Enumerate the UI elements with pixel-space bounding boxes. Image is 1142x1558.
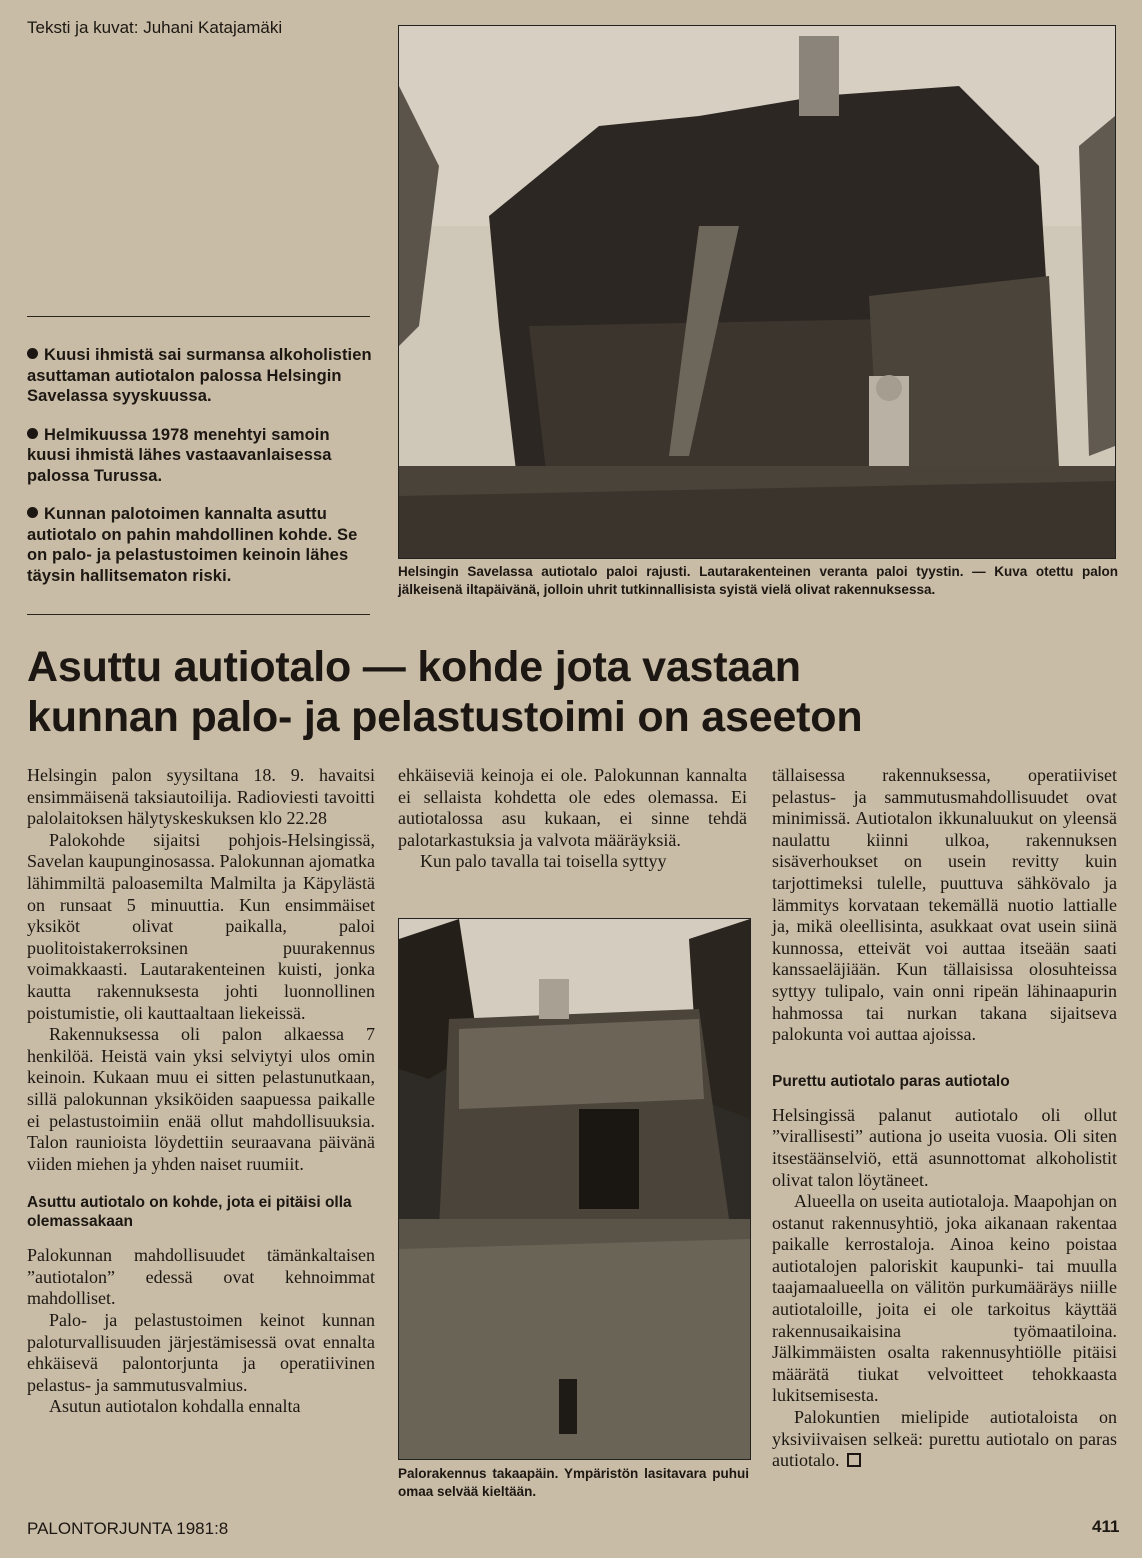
rule-top [27, 316, 370, 317]
house-rear-image [399, 919, 750, 1459]
summary-bullet: Helmikuussa 1978 menehtyi samoin kuusi ihmistä lähes vastaavanlaisessa palossa Turussa. [27, 425, 332, 485]
headline-line-1: Asuttu autiotalo — kohde jota vastaan [27, 643, 801, 691]
paragraph: Palo- ja pelastustoimen keinot kunnan paloturvallisuuden järjestämisessä ovat ennalta ehkäisevä palontorjunta ja operatiivinen pelastus- ja sammutusvalmius. [27, 1310, 375, 1395]
byline: Teksti ja kuvat: Juhani Katajamäki [27, 18, 283, 37]
paragraph: ehkäiseviä keinoja ei ole. Palokunnan kannalta ei sellaista kohdetta ole edes olemassa. Ei autiotalossa asu kukaan, ei sinne tehdä palotarkastuksia ja valvota määräyksiä. [398, 765, 747, 850]
paragraph: Palokohde sijaitsi pohjois-Helsingissä, Savelan kaupunginosassa. Palokunnan ajomatka lähimmiltä paloasemilta Malmilta ja Käpylästä on runsaat 5 minuuttia. Kun ensimmäiset yksiköt olivat paikalla, paloi puolitoistakerroksinen puurakennus voimakkaasti. Lautarakenteinen kuisti, jonka kautta rakennuksesta johti luonnollinen poistumistie, oli kauttaaltaan liekeissä. [27, 829, 375, 1023]
headline [27, 642, 1117, 742]
paragraph: Helsingissä palanut autiotalo oli ollut ”virallisesti” autiona jo useita vuosia. Oli siten itsestäänselviö, että asunnottomat alkoholistit olivat talon löytäneet. [772, 1104, 1117, 1190]
paragraph: Alueella on useita autiotaloja. Maapohjan on ostanut rakennusyhtiö, joka aikanaan rakentaa paikalle kerrostaloja. Ainoa keino poistaa autiotalojen paloriskit kaupunki- tai muulla taajamaalueella on välitön purkumääräys niille autiotaloille, joita ei ole tarkoitus käyttää rakennusaikaisina työmaatiloina. Jälkimmäisten osalta rakennusyhtiölle pitäisi määrätä tiukat velvoitteet tehokkaasta lukitsemisesta. [772, 1191, 1117, 1406]
summary-bullet: Kuusi ihmistä sai surmansa alkoholistien asuttaman autiotalon palossa Helsingin Savelassa syyskuussa. [27, 346, 372, 405]
rule-bottom [27, 614, 370, 615]
subheading: Purettu autiotalo paras autiotalo [772, 1072, 1010, 1090]
paragraph: Kun palo tavalla tai toisella syttyy [420, 851, 667, 872]
article-column-2 [398, 765, 747, 873]
end-of-article-icon [847, 1453, 861, 1467]
bullet-dot-icon [27, 348, 38, 359]
paragraph: Palokuntien mielipide autiotaloista on yksiviivaisen selkeä: purettu autiotalo on paras autiotalo. [772, 1407, 1117, 1471]
photo-house-rear [398, 918, 751, 1460]
photo-top-caption: Helsingin Savelassa autiotalo paloi rajusti. Lautarakenteinen veranta paloi tyystin. — Kuva otettu palon jälkeisenä iltapäivänä, jolloin uhrit tutkinnallisista syistä vielä olivat rakennuksessa. [398, 564, 1118, 597]
article-column-1 [27, 765, 375, 1418]
paragraph: Asutun autiotalon kohdalla ennalta [49, 1396, 301, 1417]
photo-burned-house [398, 25, 1116, 559]
burned-house-image [399, 26, 1115, 558]
bullet-dot-icon [27, 507, 38, 518]
paragraph: tällaisessa rakennuksessa, operatiiviset pelastus- ja sammutusmahdollisuudet ovat minimissä. Autiotalon ikkunaluukut on yleensä naulattu kiinni ulkoa, rakennuksen sisäverhoukset on usein revitty kuin tarjottimeksi tulelle, puuttuva sähkövalo ja lämmitys korvataan tekemällä nuotio lattialle ja, mikä oleellisinta, asukkaat ovat usein siinä kunnossa, etteivät voi auttaa itseään saati kanssaeläjiään. Kun tällaisissa olosuhteissa syttyy tulipalo, vain onni ripeän lähinaapurin hahmossa tai nurkan takana sijaitseva palokunta voi auttaa ajoissa. [772, 765, 1117, 1045]
subheading: Asuttu autiotalo on kohde, jota ei pitäisi olla olemassakaan [27, 1194, 352, 1231]
paragraph: Palokunnan mahdollisuudet tämänkaltaisen ”autiotalon” edessä ovat kehnoimmat mahdolliset. [27, 1245, 375, 1309]
headline-line-2: kunnan palo- ja pelastustoimi on aseeton [27, 693, 863, 741]
bullet-dot-icon [27, 428, 38, 439]
article-column-3 [772, 765, 1117, 1472]
summary-bullets [27, 345, 377, 604]
paragraph: Helsingin palon syysiltana 18. 9. havaitsi ensimmäisenä taksiautoilija. Radioviesti tavoitti palolaitoksen hälytyskeskuksen klo 22.28 [27, 765, 375, 829]
page-number: 411 [1092, 1517, 1120, 1536]
summary-bullet: Kunnan palotoimen kannalta asuttu autiotalo on pahin mahdollinen kohde. Se on palo- ja pelastustoimen keinoin lähes täysin hallitsematon riski. [27, 505, 358, 585]
paragraph: Rakennuksessa oli palon alkaessa 7 henkilöä. Heistä vain yksi selviytyi ulos omin keinoin. Kukaan muu ei sitten pelastunutkaan, sillä palokunnan yksiköiden saapuessa paikalle ei pelastustoimiin enää ollut mahdollisuuksia. Talon raunioista löydettiin seuraavana päivänä viiden miehen ja yhden naiset ruumiit. [27, 1024, 375, 1174]
photo-bottom-caption: Palorakennus takaapäin. Ympäristön lasitavara puhui omaa selvää kieltään. [398, 1466, 749, 1499]
footer-publication: PALONTORJUNTA 1981:8 [27, 1519, 229, 1538]
